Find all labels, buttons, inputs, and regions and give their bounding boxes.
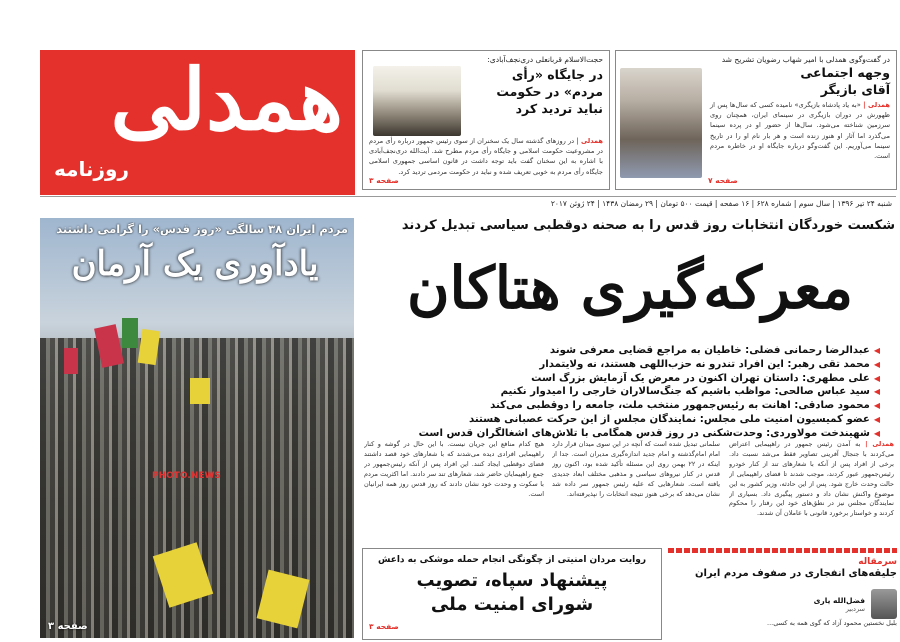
bullet-item[interactable]: ◀ عضو کمیسیون امنیت ملی مجلس: نمایندگان مجلس از این حرکت عصبانی هستند [410,413,880,427]
article-text: به آمدن رئیس جمهور در راهپیمایی اعتراض می‌کردند با جنجال آفرینی تصاویر فقط می‌شد نسبت داد. برخی از افراد پس از آنکه با شعارهای تند از کنار خودرو رئیس‌جمهور عبور کردند، موجب شدند تا فضای راهپیمایی از حالت وحدت خارج شود. پس از این حادثه، وزیر کشور به این موضوع واکنش نشان داد و دستور پیگیری داد. بسیاری از نمایندگان مجلس نیز در نطق‌های خود این رفتار را محکوم کردند و خواستار برخورد قانونی با عاملان آن شدند. [729,440,894,518]
author-avatar-icon [871,589,897,619]
flag-shape [64,348,78,374]
headline-bullets [410,344,880,441]
photo-kicker: مردم ایران ۳۸ سالگی «روز قدس» را گرامی داشتند [56,222,348,236]
teaser-box-interview[interactable] [362,50,610,190]
article-column-3 [364,440,544,542]
newspaper-subtitle: روزنامه [54,157,129,181]
teaser-page-ref[interactable]: صفحه ۳ [369,622,399,631]
newspaper-logo: همدلی [110,50,343,149]
teaser-title-line-1: در جایگاه «رأی مردم» در حکومت [496,67,603,99]
author-name: فضل‌الله یاری [813,595,865,605]
teaser-box-actor[interactable] [615,50,897,190]
teaser-kicker: حجت‌الاسلام قربانعلی دری‌نجف‌آبادی: [487,55,603,64]
bullet-item[interactable]: ◀ علی مطهری: داستان تهران اکنون در معرض یک آزمایش بزرگ است [410,372,880,386]
teaser-body [363,136,609,184]
teaser-title-line-1: وجهه اجتماعی [800,65,890,80]
bullet-item[interactable]: ◀ محمود صادقی: اهانت به رئیس‌جمهور منتخب ملت، جامعه را دوقطبی می‌کند [410,399,880,413]
article-column-1 [729,440,894,542]
article-text: سلمانی تبدیل شده است که آنچه در این سوی میدان قرار دارد امام امام‌گذشته و امام جدید اندازه‌گیری مدیران است. جدا از اینکه در ۲۲ بهمن روی این مسئله تأکید شده بود، اکنون روز قدس در کنار نیروهای سیاسی و مذهبی مختلف ابعاد جدیدی یافته است. شعارهایی که علیه رئیس جمهور سر داده شد نشان می‌دهد که برخی هنوز نتیجه انتخابات را نپذیرفته‌اند. [552,440,720,498]
cleric-portrait-image [373,66,461,136]
article-column-2 [552,440,720,542]
main-headline[interactable]: معرکه‌گیری هتاکان [406,254,854,322]
editorial-box[interactable] [668,548,897,642]
bullet-item[interactable]: ◀ محمد تقی رهبر: این افراد تندرو نه حزب‌اللهی هستند، نه ولایتمدار [410,358,880,372]
article-lead: همدلی | [865,440,894,448]
teaser-body-lead: همدلی | [863,101,890,109]
article-text: هیچ کدام منافع این جریان نیست. با این حال در گوشه و کنار راهپیمایی افرادی دیده می‌شدند که با شعارهای خود قصد داشتند فضای دوقطبی ایجاد کنند. این افراد پس از آنکه رئیس‌جمهور در جمع راهپیمایان حاضر شد، شعارهای تند سر دادند. اما اکثریت مردم با سکوت و وحدت خود نشان دادند که روز قدس روز همه ایرانیان است. [364,440,544,498]
flag-shape [122,318,138,348]
flag-shape [190,378,210,404]
teaser-page-ref[interactable]: صفحه ۷ [708,176,738,185]
actor-portrait-image [620,68,702,178]
teaser-body-text: در روزهای گذشته سال یک سخنران از سوی رئیس جمهور درباره رأی مردم در مشروعیت حکومت اسلامی و جایگاه رأی مردم مطرح شد. آیت‌الله دری‌نجف‌آبادی با اشاره به این سخنان گفت باید توجه داشت در قانون اساسی جمهوری اسلامی جایگاه رأی مردم به خوبی تعریف شده و نباید در حکومت مردمی تردید کرد. [369,137,603,176]
teaser-body-lead: همدلی | [576,137,604,145]
quds-day-rally-photo[interactable] [40,218,354,638]
editorial-title: جلیقه‌های انفجاری در صفوف مردم ایران [694,568,897,579]
bullet-item[interactable]: ◀ شهیندخت مولاوردی: وحدت‌شکنی در روز قدس همگامی با تلاش‌های اشغالگران قدس است [410,427,880,441]
teaser-title-line-2: نباید تردید کرد [515,101,603,116]
photo-page-ref[interactable]: صفحه ۳ [48,621,88,632]
teaser-kicker: در گفت‌وگوی همدلی با امیر شهاب رضویان تشریح شد [721,55,890,64]
main-kicker: شکست خوردگان انتخابات روز قدس را به صحنه دوقطبی سیاسی تبدیل کردند [401,218,895,233]
teaser-title-line-1: پیشنهاد سپاه، تصویب [416,570,608,591]
teaser-title-line-2: آقای بازیگر [820,82,890,97]
teaser-body [706,98,896,166]
bullet-item[interactable]: ◀ عبدالرضا رحمانی فضلی: خاطیان به مراجع قضایی معرفی شوند [410,344,880,358]
photo-credit: PHOTO.NEWS [152,471,221,481]
photo-headline: یادآوری یک آرمان [71,244,319,284]
teaser-box-missile[interactable] [362,548,662,640]
teaser-page-ref[interactable]: صفحه ۳ [369,176,399,185]
editorial-body: بلبل نخستین محمود آزاد که گوی همه به کسی... [767,619,897,627]
teaser-kicker: روایت مردان امنیتی از چگونگی انجام حمله موشکی به داعش [377,555,647,565]
dateline: شنبه ۲۴ تیر ۱۳۹۶ | سال سوم | شماره ۶۲۸ | ۱۶ صفحه | قیمت ۵۰۰ تومان | ۲۹ رمضان ۱۴۳۸ | ۲۴ ژوئن ۲۰۱۷ [40,196,896,210]
teaser-body-text: «به یاد پادشاه بازیگری» نامیده کسی که سال‌ها پس از ظهورش در دوران بازیگری در سینمای ایران، همچنان روی سرزمین شناخته می‌شود. سال‌ها از حضور او در پرده سینما می‌گذرد اما آثار او هنوز زنده است و هر بار نام او را در تاریخ سینما می‌آوریم. این گفت‌وگو درباره جایگاه او در خاطره مردم است. [710,101,890,161]
bullet-item[interactable]: ◀ سید عباس صالحی: مواظب باشیم که جنگ‌سالاران خارجی را امیدوار نکنیم [410,385,880,399]
teaser-title-line-2: شورای امنیت ملی [430,594,594,615]
author-role: سردبیر [845,604,865,613]
masthead [40,50,355,195]
editorial-label: سرمقاله [858,557,897,567]
